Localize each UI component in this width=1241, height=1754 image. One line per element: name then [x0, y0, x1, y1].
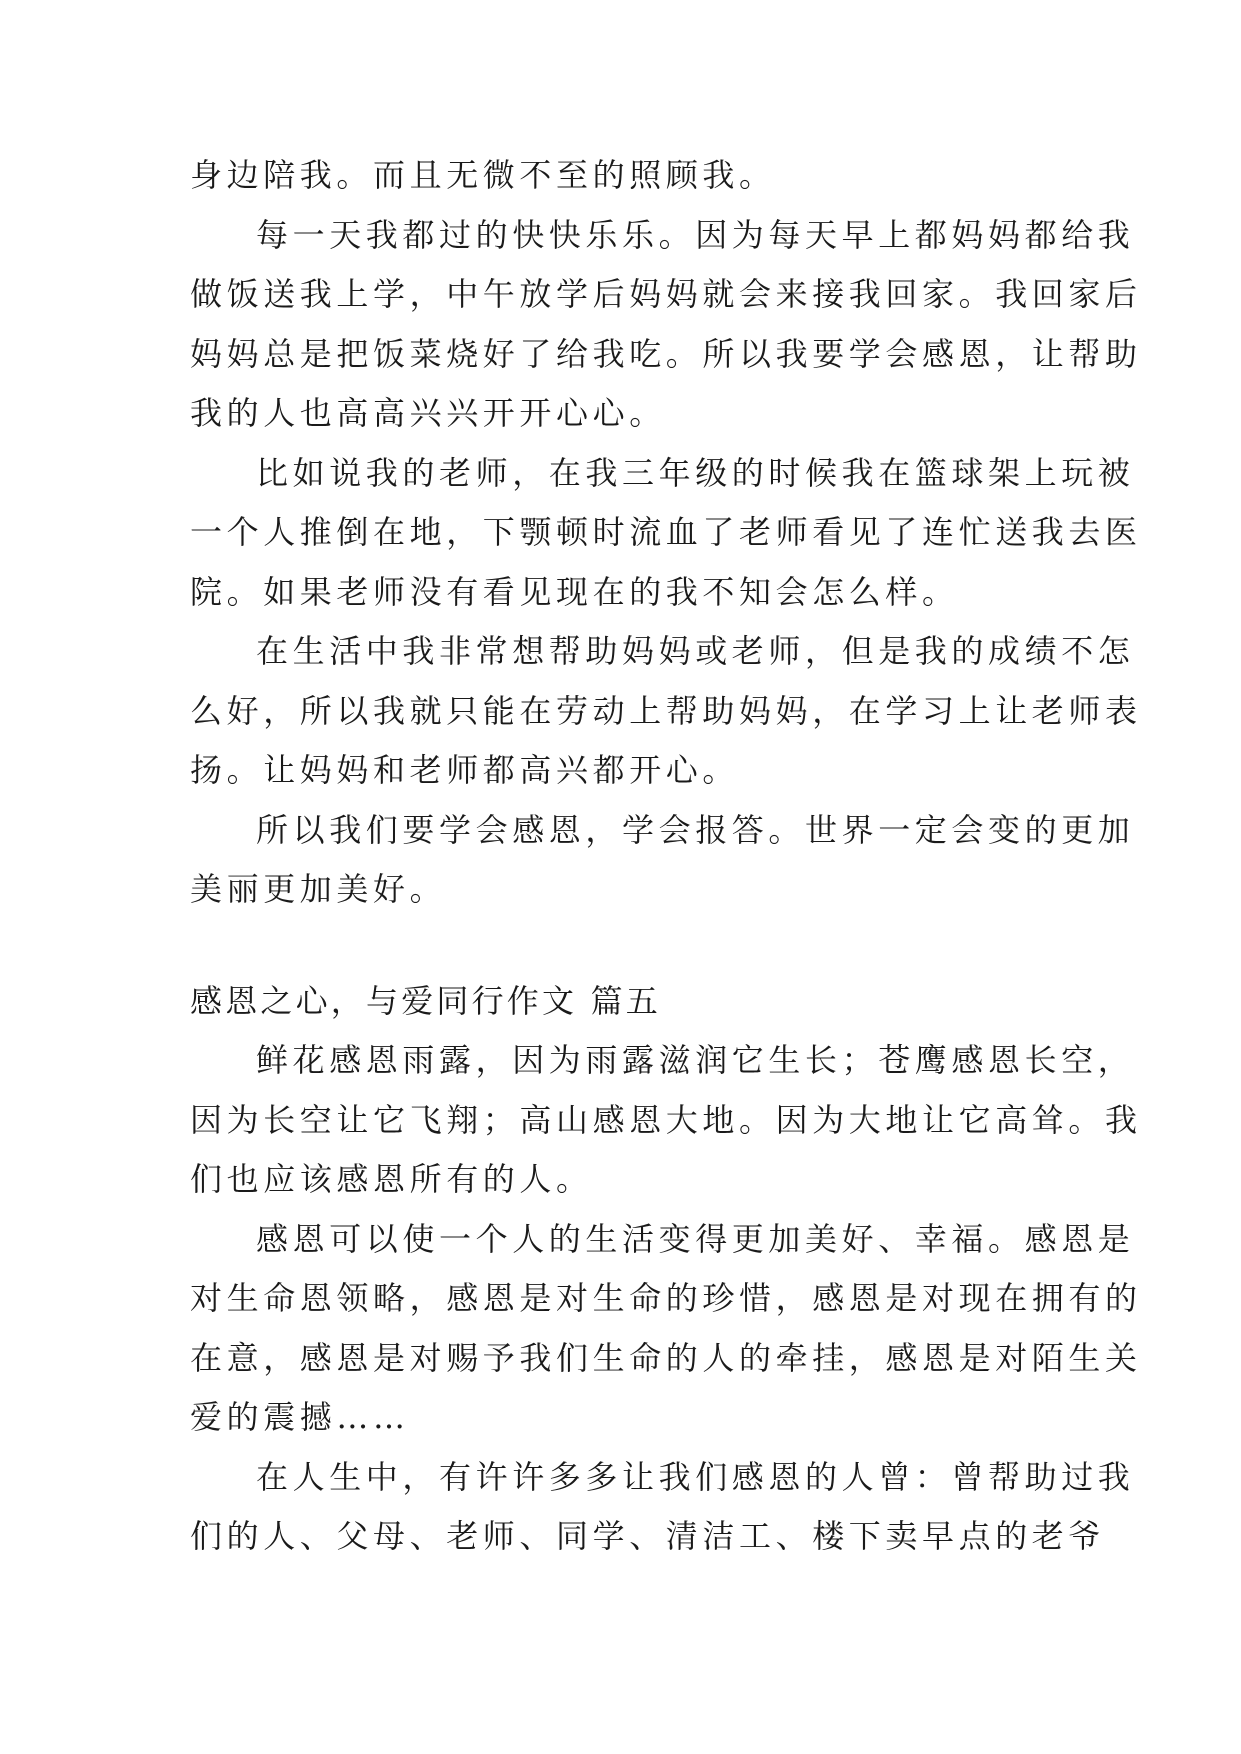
- text-line: 妈妈总是把饭菜烧好了给我吃。所以我要学会感恩，让帮助: [190, 334, 1142, 373]
- text-line: 一个人推倒在地，下颚顿时流血了老师看见了连忙送我去医: [190, 513, 1142, 551]
- text-line: 每一天我都过的快快乐乐。因为每天早上都妈妈都给我: [256, 215, 1135, 254]
- text-line: 院。如果老师没有看见现在的我不知会怎么样。: [190, 572, 959, 611]
- text-line: 做饭送我上学，中午放学后妈妈就会来接我回家。我回家后: [190, 275, 1142, 313]
- text-line: 所以我们要学会感恩，学会报答。世界一定会变的更加: [256, 810, 1135, 849]
- text-line: 们的人、父母、老师、同学、清洁工、楼下卖早点的老爷: [190, 1517, 1106, 1555]
- text-line: 在意，感恩是对赐予我们生命的人的牵挂，感恩是对陌生关: [190, 1338, 1142, 1377]
- text-line: 比如说我的老师，在我三年级的时候我在篮球架上玩被: [256, 453, 1135, 492]
- text-line: 美丽更加美好。: [190, 870, 447, 908]
- text-line: 鲜花感恩雨露，因为雨露滋润它生长；苍鹰感恩长空，: [256, 1041, 1135, 1079]
- text-line: 在生活中我非常想帮助妈妈或老师，但是我的成绩不怎: [256, 632, 1135, 670]
- text-line: 因为长空让它飞翔；高山感恩大地。因为大地让它高耸。我: [190, 1100, 1142, 1139]
- text-line: 爱的震撼……: [190, 1398, 410, 1436]
- section-spacer: [190, 920, 1050, 972]
- text-line: 身边陪我。而且无微不至的照顾我。: [190, 156, 776, 194]
- text-line: 感恩可以使一个人的生活变得更加美好、幸福。感恩是: [256, 1219, 1135, 1258]
- text-line: 扬。让妈妈和老师都高兴都开心。: [190, 751, 740, 789]
- text-line: 们也应该感恩所有的人。: [190, 1160, 593, 1198]
- text-line: 在人生中，有许许多多让我们感恩的人曾：曾帮助过我: [256, 1457, 1135, 1496]
- text-line: 对生命恩领略，感恩是对生命的珍惜，感恩是对现在拥有的: [190, 1279, 1142, 1317]
- section-heading: 感恩之心，与爱同行作文 篇五: [190, 981, 661, 1020]
- text-line: 么好，所以我就只能在劳动上帮助妈妈，在学习上让老师表: [190, 691, 1142, 730]
- document-body: [190, 146, 1142, 1567]
- text-line: 我的人也高高兴兴开开心心。: [190, 394, 666, 432]
